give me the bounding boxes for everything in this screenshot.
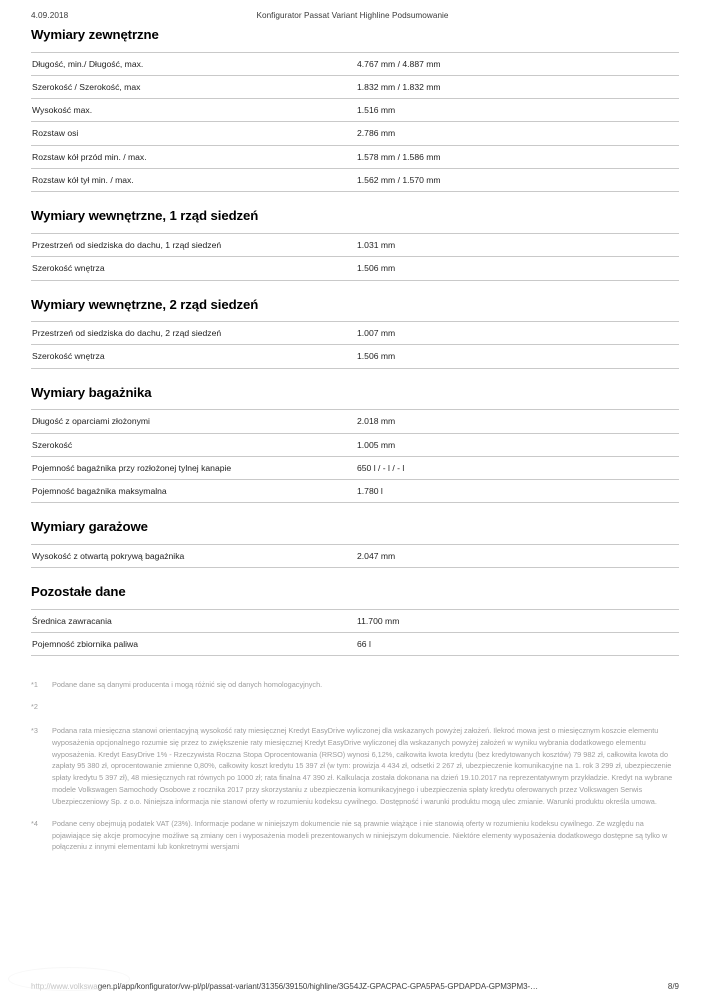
spec-table (31, 544, 679, 568)
footnote-item (31, 701, 679, 713)
header-date: 4.09.2018 (31, 11, 69, 20)
spec-value: 4.767 mm / 4.887 mm (357, 58, 441, 69)
spec-value: 2.047 mm (357, 550, 396, 561)
footnotes (0, 679, 705, 853)
table-row (31, 633, 679, 656)
table-row (31, 480, 679, 503)
table-row (31, 410, 679, 433)
table-row (31, 544, 679, 567)
spec-label: Wysokość z otwartą pokrywą bagażnika (32, 550, 185, 561)
section-title: Wymiary wewnętrzne, 2 rząd siedzeń (31, 296, 259, 312)
spec-value: 1.031 mm (357, 239, 396, 250)
section-title: Wymiary wewnętrzne, 1 rząd siedzeń (31, 208, 259, 224)
footnote-item (31, 818, 679, 853)
spec-label: Szerokość wnętrza (32, 263, 105, 274)
table-row (31, 122, 679, 145)
spec-label: Pojemność bagażnika przy rozłożonej tylnej kanapie (32, 462, 232, 473)
spec-value: 650 l / - l / - l (357, 462, 405, 473)
footer-url[interactable] (31, 982, 538, 991)
footer-url-faded-part: http://www.volkswa (31, 982, 98, 991)
spec-label: Pojemność zbiornika paliwa (32, 639, 139, 650)
table-row (31, 52, 679, 75)
spec-value: 2.018 mm (357, 416, 396, 427)
spec-section (31, 386, 679, 504)
table-row (31, 609, 679, 632)
page-footer (0, 982, 705, 991)
document-content (0, 28, 705, 656)
spec-section (31, 520, 679, 568)
table-row (31, 433, 679, 456)
spec-label: Długość, min./ Długość, max. (32, 58, 144, 69)
section-title: Wymiary garażowe (31, 519, 148, 535)
page-header (0, 0, 705, 28)
spec-label: Szerokość wnętrza (32, 351, 105, 362)
spec-section (31, 585, 679, 656)
footnote-marker: *1 (31, 680, 38, 690)
spec-value: 1.005 mm (357, 439, 396, 450)
spec-label: Długość z oparciami złożonymi (32, 416, 150, 427)
spec-label: Rozstaw kół przód min. / max. (32, 151, 147, 162)
table-row (31, 233, 679, 256)
spec-label: Rozstaw kół tył min. / max. (32, 175, 134, 186)
footnote-marker: *3 (31, 726, 38, 736)
spec-table (31, 409, 679, 503)
spec-value: 1.832 mm / 1.832 mm (357, 81, 441, 92)
spec-label: Przestrzeń od siedziska do dachu, 2 rząd siedzeń (32, 328, 222, 339)
footnote-item (31, 679, 679, 691)
spec-table (31, 52, 679, 193)
table-row (31, 145, 679, 168)
spec-label: Wysokość max. (32, 105, 93, 116)
spec-label: Szerokość (32, 439, 73, 450)
table-row (31, 345, 679, 368)
spec-value: 1.506 mm (357, 351, 396, 362)
spec-label: Pojemność bagażnika maksymalna (32, 486, 167, 497)
footnote-marker: *2 (31, 702, 38, 712)
spec-value: 1.562 mm / 1.570 mm (357, 175, 441, 186)
spec-table (31, 233, 679, 281)
spec-section (31, 28, 679, 192)
spec-value: 1.516 mm (357, 105, 396, 116)
spec-value: 11.700 mm (357, 615, 400, 626)
table-row (31, 75, 679, 98)
footnote-text: Podana rata miesięczna stanowi orientacyjną wysokość raty miesięcznej Kredyt EasyDrive wyliczonej dla wskazanych powyżej założeń. Ilekroć mowa jest o miesięcznym koszcie elementu wyposażenia opcjonalnego rozumie się przez to zwiększenie raty miesięcznej Kredyt EasyDrive wyliczonej dla wskazanych powyżej założeń w wyniku wybrania dodatkowego elementu wyposażenia. Kredyt EasyDrive 1% - Rzeczywista Roczna Stopa Oprocentowania (RRSO) wynosi 6,12%, całkowita kwota kredytu (bez kredytowanych kosztów) 79 982 zł, całkowita kwota do zapłaty 95 380 zł, oprocentowanie zmienne 0,80%, całkowity koszt kredytu 15 397 zł (w tym: prowizja 4 434 zł, odsetki 2 267 zł, ubezpieczenie komunikacyjne na 1. rok 3 299 zł, ubezpieczenie spłaty kredytu 5 397 zł), 48 miesięcznych rat równych po 1000 zł; rata finalna 47 390 zł. Kalkulacja została dokonana na dzień 19.10.2017 na reprezentatywnym przykładzie. Kredyt na wybrane modele Volkswagen Samochody Osobowe z rocznika 2017 przy skorzystaniu z ubezpieczenia komunikacyjnego i ubezpieczenia spłaty kredytu oferowanych przez Volkswagen Serwis Ubezpieczeniowy Sp. z o.o. Niniejsza informacja nie stanowi oferty w rozumieniu kodeksu cywilnego. Dostępność i warunki produktu mogą ulec zmianie. Warunki produktu określa umowa. (52, 726, 673, 806)
section-title: Pozostałe dane (31, 584, 126, 600)
spec-value: 1.007 mm (357, 328, 396, 339)
footnote-text: Podane ceny obejmują podatek VAT (23%). Informacje podane w niniejszym dokumencie nie są prawnie wiążące i nie stanowią oferty w rozumieniu kodeksu cywilnego. Ze względu na pojawiające się akcje promocyjne możliwe są zmiany cen i wyposażenia modeli prezentowanych w niniejszym dokumencie. Niektóre elementy wyposażenia dodatkowego dostępne są tylko w połączeniu z innymi elementami lub konkretnymi wersjami (52, 818, 668, 852)
spec-value: 1.506 mm (357, 263, 396, 274)
spec-table (31, 321, 679, 369)
spec-label: Przestrzeń od siedziska do dachu, 1 rząd siedzeń (32, 239, 222, 250)
spec-value: 1.578 mm / 1.586 mm (357, 151, 441, 162)
table-row (31, 257, 679, 280)
page-number: 8/9 (667, 982, 679, 991)
table-row (31, 169, 679, 192)
footer-url-main-part: gen.pl/app/konfigurator/vw-pl/pl/passat-variant/31356/39150/highline/3G54JZ-GPACPAC-GPA5PA5-GPDAPDA-GPM3PM3-… (97, 982, 539, 991)
spec-value: 66 l (357, 639, 371, 650)
header-title: Konfigurator Passat Variant Highline Podsumowanie (256, 11, 449, 20)
table-row (31, 99, 679, 122)
spec-sections (31, 28, 679, 656)
spec-value: 1.780 l (357, 486, 383, 497)
spec-section (31, 209, 679, 280)
spec-label: Szerokość / Szerokość, max (32, 81, 141, 92)
spec-value: 2.786 mm (357, 128, 396, 139)
footnote-list (31, 679, 679, 853)
footnote-marker: *4 (31, 818, 38, 828)
spec-label: Średnica zawracania (32, 615, 112, 626)
footnote-item (31, 725, 679, 808)
footnote-text: Podane dane są danymi producenta i mogą różnić się od danych homologacyjnych. (52, 680, 323, 690)
spec-section (31, 298, 679, 369)
table-row (31, 322, 679, 345)
section-title: Wymiary bagażnika (31, 384, 152, 400)
spec-label: Rozstaw osi (32, 128, 79, 139)
section-title: Wymiary zewnętrzne (31, 27, 159, 42)
table-row (31, 456, 679, 479)
spec-table (31, 609, 679, 657)
